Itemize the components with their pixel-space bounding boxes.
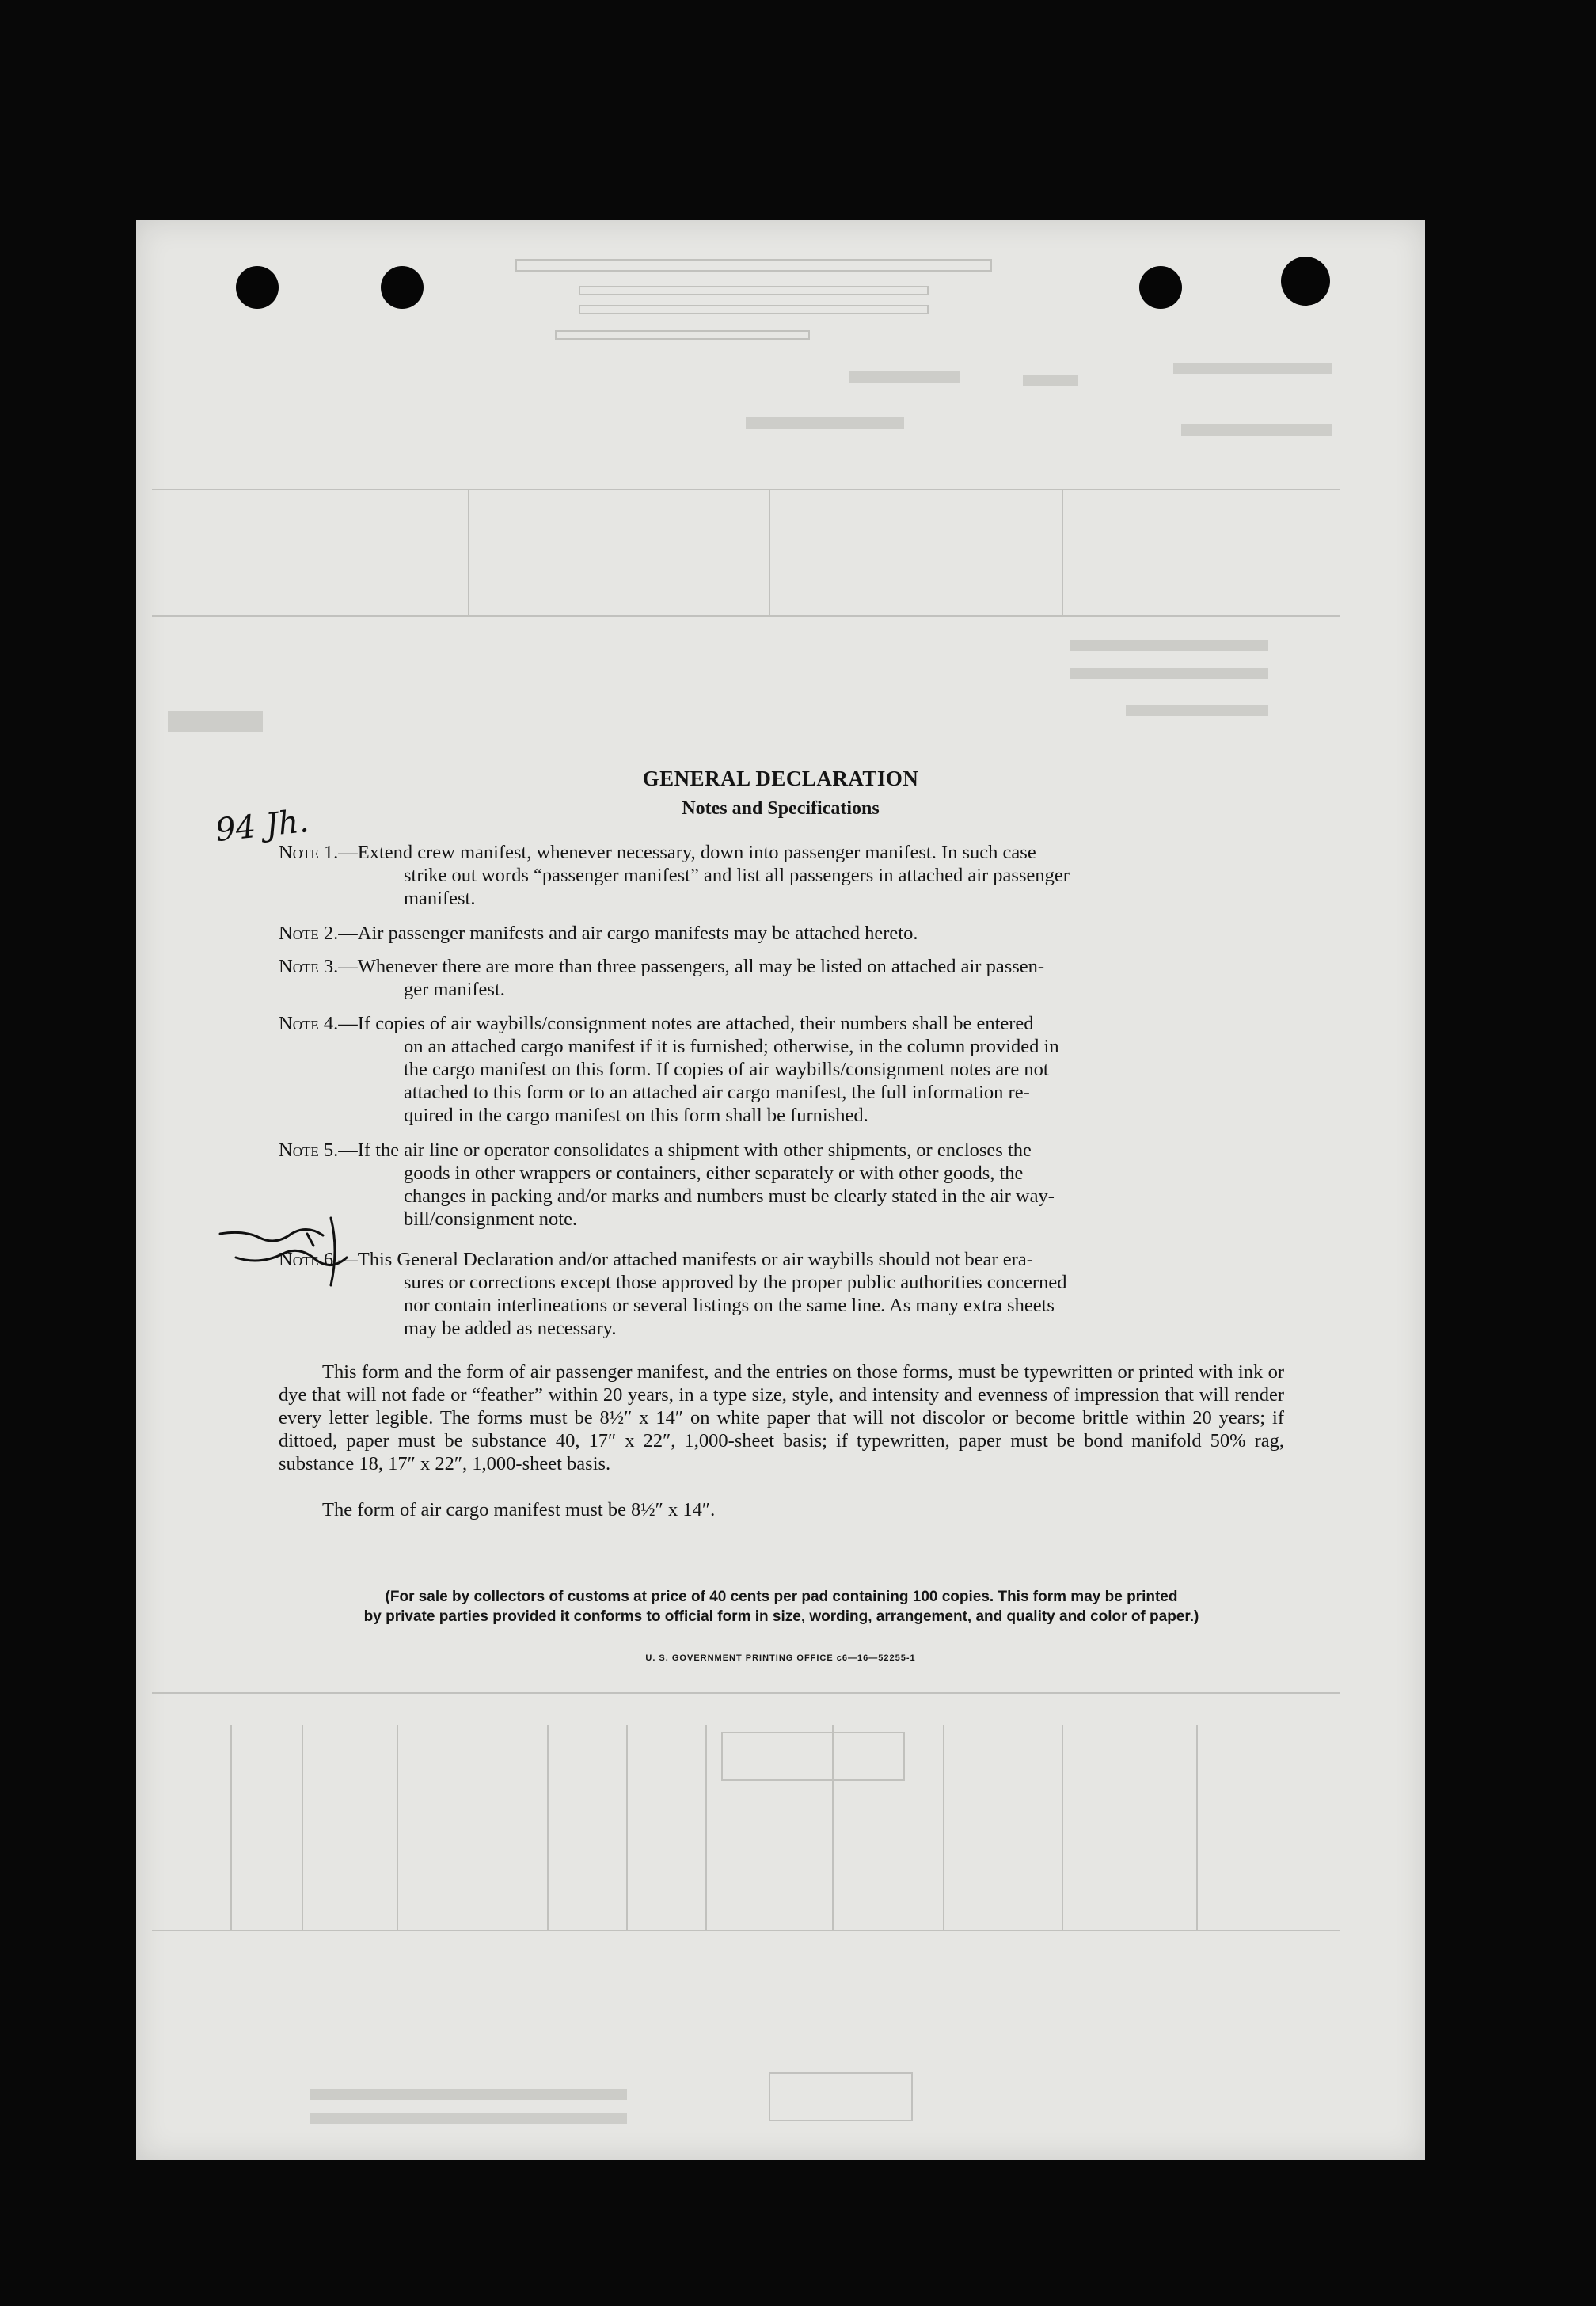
handwritten-scribble: [212, 1210, 402, 1289]
note-5: [279, 1139, 1284, 1231]
declaration-text: [136, 220, 1425, 2160]
note-5-line-4: bill/consignment note.: [404, 1208, 578, 1230]
note-1: [279, 841, 1284, 910]
note-4-line-3: the cargo manifest on this form. If copies of air waybills/consignment notes are not: [404, 1059, 1049, 1080]
note-5-label: Note 5.: [279, 1140, 339, 1161]
note-4: [279, 1012, 1284, 1127]
note-1-line-1: —Extend crew manifest, whenever necessary, down into passenger manifest. In such case: [338, 842, 1036, 863]
page-subtitle: Notes and Specifications: [682, 798, 880, 819]
form-requirements-paragraph: This form and the form of air passenger manifest, and the entries on those forms, must be typewritten or printed with ink or dye that will not fade or “feather” within 20 years, in a type size, style, and intensity and evenness of impression that will render every letter legible. The forms must be 8½″ x 14″ on white paper that will not discolor or become brittle within 20 years; if dittoed, paper must be substance 40, 17″ x 22″, 1,000-sheet basis; if typewritten, paper must be bond manifold 50% rag, substance 18, 17″ x 22″, 1,000-sheet basis.: [279, 1361, 1284, 1475]
note-6-line-2: sures or corrections except those approved by the proper public authorities concerned: [404, 1272, 1067, 1293]
note-6-line-1: —This General Declaration and/or attached manifests or air waybills should not bear era-: [338, 1249, 1033, 1270]
sale-notice-line-2: by private parties provided it conforms to official form in size, wording, arrangement, and quality and color of paper.): [363, 1608, 1199, 1625]
note-4-line-5: quired in the cargo manifest on this form shall be furnished.: [404, 1105, 868, 1126]
note-4-label: Note 4.: [279, 1013, 339, 1034]
note-3: [279, 955, 1284, 1001]
note-4-line-1: —If copies of air waybills/consignment notes are attached, their numbers shall be entered: [338, 1013, 1034, 1034]
handwritten-mark: 94 Jh.: [213, 802, 311, 850]
note-1-line-2: strike out words “passenger manifest” and list all passengers in attached air passenger: [404, 865, 1070, 886]
note-1-line-3: manifest.: [404, 888, 476, 909]
printing-office-line: U. S. GOVERNMENT PRINTING OFFICE c6—16—52255-1: [645, 1653, 916, 1663]
sale-notice-line-1: (For sale by collectors of customs at price of 40 cents per pad containing 100 copies. This form may be printed: [385, 1589, 1178, 1605]
note-3-line-2: ger manifest.: [404, 979, 505, 1000]
note-2-line-1: —Air passenger manifests and air cargo manifests may be attached hereto.: [338, 923, 918, 944]
note-6: [279, 1248, 1284, 1340]
cargo-manifest-size-paragraph: The form of air cargo manifest must be 8½″ x 14″.: [322, 1499, 716, 1520]
note-3-label: Note 3.: [279, 956, 339, 977]
note-5-line-2: goods in other wrappers or containers, either separately or with other goods, the: [404, 1163, 1024, 1184]
note-5-line-3: changes in packing and/or marks and numbers must be clearly stated in the air way-: [404, 1185, 1054, 1207]
note-1-label: Note 1.: [279, 842, 339, 863]
note-2-label: Note 2.: [279, 923, 339, 944]
page-title: GENERAL DECLARATION: [642, 767, 919, 790]
note-6-label: Note 6.: [279, 1249, 339, 1270]
note-3-line-1: —Whenever there are more than three passengers, all may be listed on attached air passen-: [338, 956, 1045, 977]
note-2: [279, 922, 1284, 945]
note-4-line-4: attached to this form or to an attached air cargo manifest, the full information re-: [404, 1082, 1030, 1103]
sale-notice: [279, 1587, 1284, 1627]
note-4-line-2: on an attached cargo manifest if it is furnished; otherwise, in the column provided in: [404, 1036, 1059, 1057]
document-page: [136, 220, 1425, 2160]
note-6-line-4: may be added as necessary.: [404, 1318, 617, 1339]
note-5-line-1: —If the air line or operator consolidates a shipment with other shipments, or encloses the: [338, 1140, 1032, 1161]
note-6-line-3: nor contain interlineations or several listings on the same line. As many extra sheets: [404, 1295, 1054, 1316]
